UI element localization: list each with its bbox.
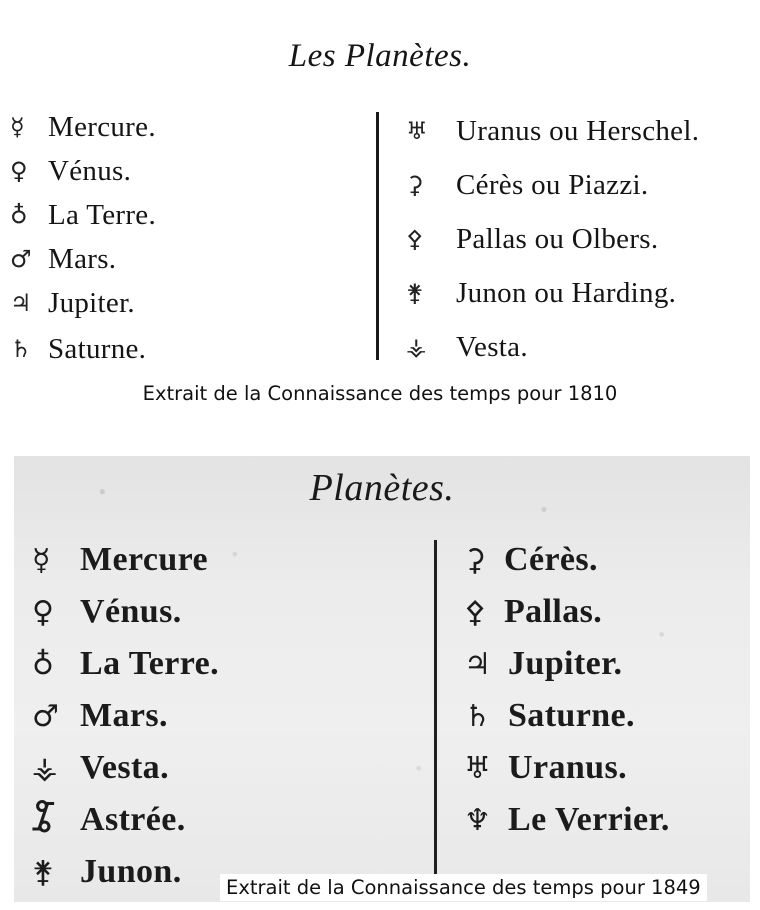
bottom-item-label: Saturne. [508,697,635,734]
top-list-item-uranus [406,112,699,150]
bottom-list-item-jupiter [464,642,622,686]
mercury-icon: ☿ [10,113,25,141]
bottom-item-label: Mercure [80,541,209,578]
bottom-list-item-saturne [464,694,635,738]
bottom-item-label: Mars. [80,697,168,734]
bottom-item-label: Junon. [80,853,182,890]
pallas-icon: ⚴ [464,594,486,630]
venus-icon: ♀ [32,594,54,630]
vesta-icon: ⚶ [406,333,427,361]
juno-icon: ⚵ [32,854,54,890]
vesta-icon: ⚶ [32,750,58,786]
top-list-item-venus [10,152,131,190]
uranus-icon: ♅ [406,117,428,145]
top-list-item-ceres [406,166,648,204]
top-item-label: La Terre. [48,198,157,231]
top-column-divider [376,112,379,360]
bottom-title: Planètes. [309,467,455,509]
uranus-icon: ♅ [464,750,491,786]
top-list-item-terre [10,196,156,234]
bottom-item-label: Cérès. [504,541,598,578]
top-item-label: Mars. [48,242,117,275]
bottom-column-divider [434,540,437,900]
ceres-icon: ⚳ [464,542,486,578]
top-item-label: Mercure. [48,110,156,143]
bottom-list-item-junon [32,850,182,894]
mercury-icon: ☿ [32,542,51,578]
venus-icon: ♀ [10,157,28,185]
bottom-list-item-terre [32,642,219,686]
top-item-label: Cérès ou Piazzi. [456,168,649,201]
top-list-item-pallas [406,220,658,258]
top-list-item-mercure [10,108,156,146]
pallas-icon: ⚴ [406,225,424,253]
jupiter-icon: ♃ [10,289,32,317]
mars-icon: ♂ [10,245,32,273]
bottom-item-label: La Terre. [80,645,219,682]
bottom-item-label: Uranus. [508,749,627,786]
bottom-item-label: Jupiter. [508,645,623,682]
earth-icon: ♁ [10,201,28,229]
astraea-icon: ⯙ [32,799,55,835]
juno-icon: ⚵ [406,279,424,307]
top-list-item-vesta [406,328,528,366]
top-item-label: Junon ou Harding. [456,276,677,309]
bottom-list-item-venus [32,590,182,634]
top-item-label: Pallas ou Olbers. [456,222,659,255]
top-caption: Extrait de la Connaissance des temps pour 1810 [142,382,618,405]
top-list-item-mars [10,240,116,278]
top-title: Les Planètes. [288,38,472,74]
bottom-scan-panel [14,456,750,902]
bottom-item-label: Pallas. [504,593,603,630]
bottom-item-label: Vénus. [80,593,182,630]
bottom-list-item-vesta [32,746,169,790]
bottom-list-item-astree [32,798,186,842]
ceres-icon: ⚳ [406,171,424,199]
earth-icon: ♁ [32,646,54,682]
neptune-icon: ♆ [464,802,491,838]
bottom-list-item-ceres [464,538,598,582]
bottom-item-label: Vesta. [80,749,169,786]
mars-icon: ♂ [32,698,59,734]
top-item-label: Vénus. [48,154,132,187]
top-item-label: Uranus ou Herschel. [456,114,700,147]
bottom-item-label: Le Verrier. [508,801,670,838]
top-item-label: Saturne. [48,332,147,365]
top-item-label: Vesta. [456,330,528,363]
top-item-label: Jupiter. [48,286,135,319]
bottom-caption: Extrait de la Connaissance des temps pour 1849 [220,874,707,901]
saturn-icon: ♄ [10,335,32,363]
top-list-item-junon [406,274,676,312]
bottom-list-item-mercure [32,538,208,582]
top-list-item-jupiter [10,284,135,322]
bottom-list-item-pallas [464,590,602,634]
jupiter-icon: ♃ [464,646,491,682]
saturn-icon: ♄ [464,698,491,734]
bottom-list-item-mars [32,694,168,738]
bottom-item-label: Astrée. [80,801,186,838]
bottom-list-item-uranus [464,746,627,790]
top-list-item-saturne [10,330,146,368]
bottom-list-item-le-verrier [464,798,670,842]
